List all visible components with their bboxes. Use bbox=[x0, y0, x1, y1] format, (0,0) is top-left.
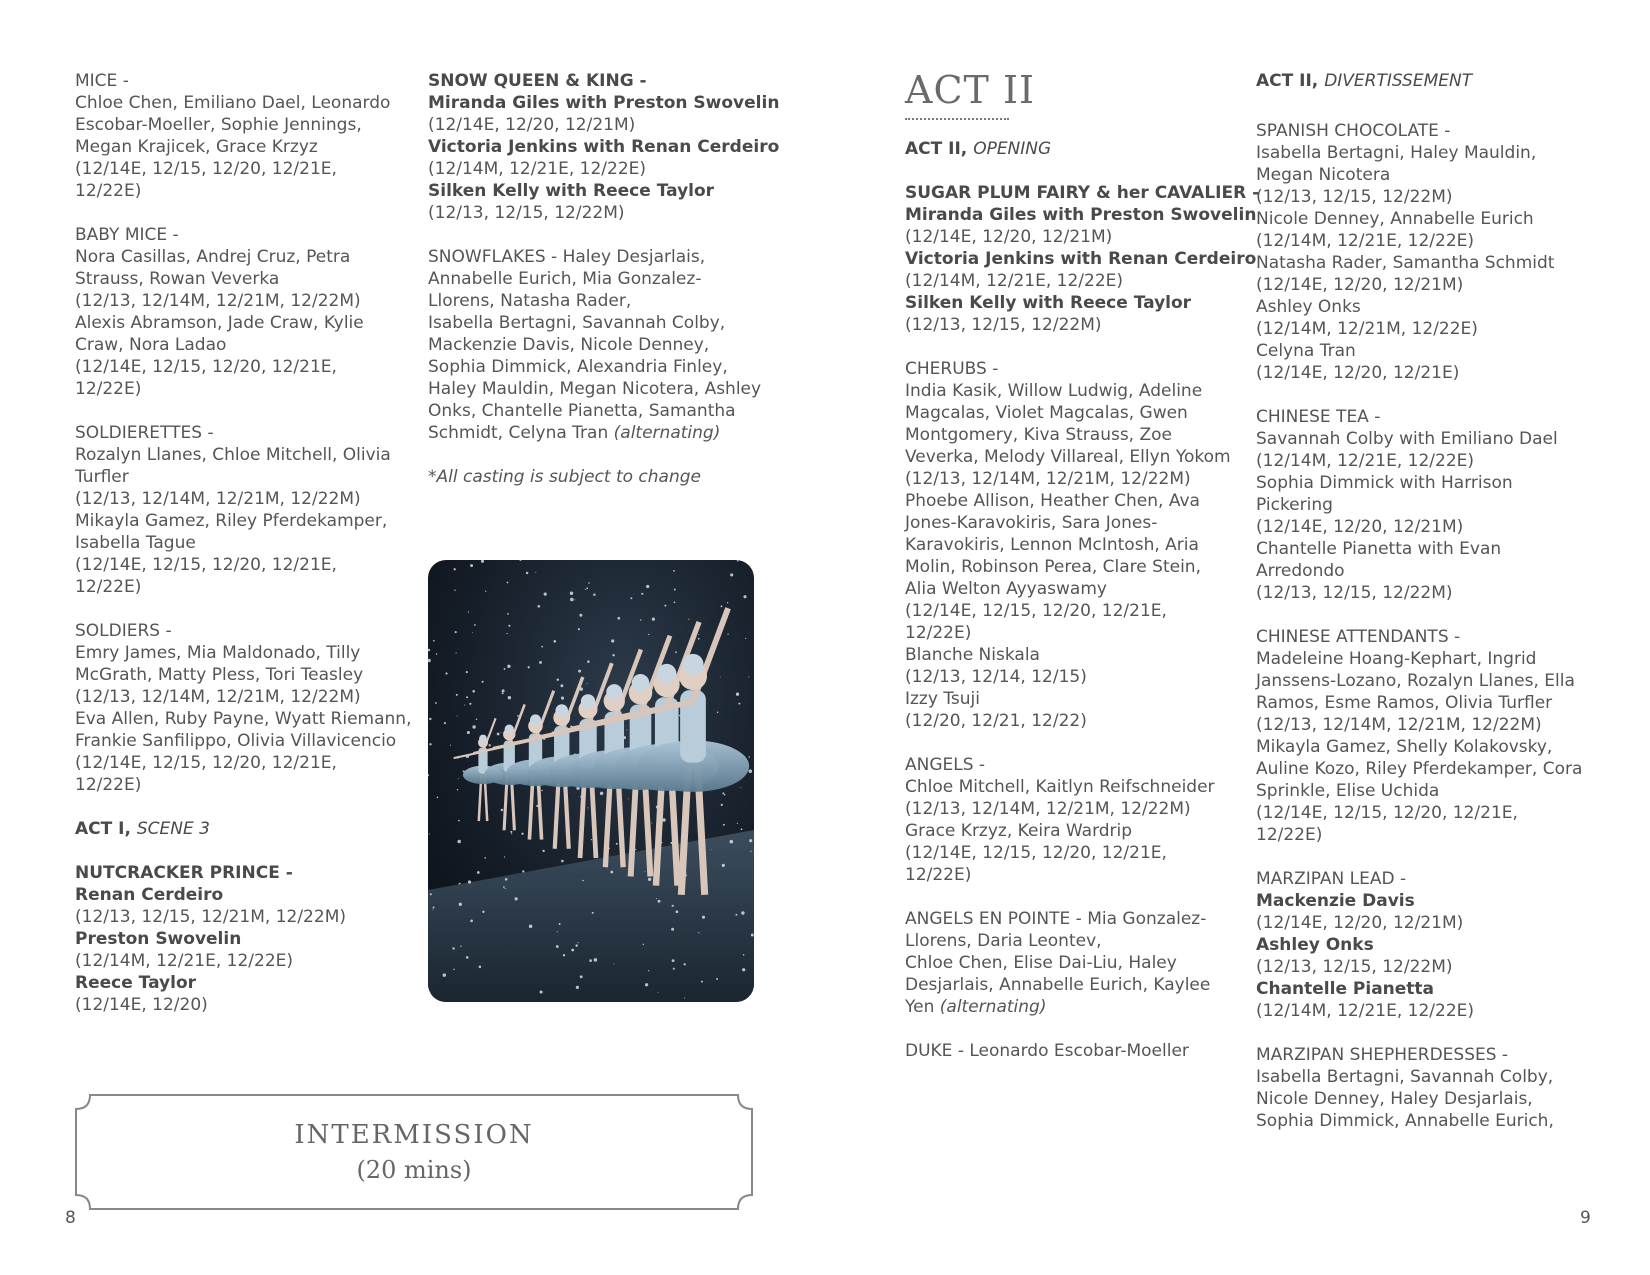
left-column-1 bbox=[75, 70, 412, 1038]
text-line: Grace Krzyz, Keira Wardrip bbox=[905, 821, 1133, 841]
text-line: Magcalas, Violet Magcalas, Gwen bbox=[905, 403, 1188, 423]
text-line: (12/14M, 12/21E, 12/22E) bbox=[1256, 231, 1475, 251]
text-line: Isabella Bertagni, Savannah Colby, bbox=[1256, 1067, 1554, 1087]
performance-dates: (12/13, 12/15, 12/22M) bbox=[428, 203, 625, 223]
text-line: Onks, Chantelle Pianetta, Samantha bbox=[428, 401, 736, 421]
act-label: ACT II, bbox=[1256, 71, 1319, 91]
text-line: (12/14E, 12/15, 12/20, 12/21E, bbox=[1256, 803, 1518, 823]
text-line: McGrath, Matty Pless, Tori Teasley bbox=[75, 665, 364, 685]
text-line: Montgomery, Kiva Strauss, Zoe bbox=[905, 425, 1172, 445]
cherubs-section bbox=[905, 358, 1240, 732]
text-line: Chantelle Pianetta with Evan bbox=[1256, 539, 1502, 559]
text-line: Llorens, Daria Leontev, bbox=[905, 931, 1102, 951]
text-line: Nicole Denney, Haley Desjarlais, bbox=[1256, 1089, 1533, 1109]
snowflakes-section bbox=[428, 246, 773, 444]
section-heading: SOLDIERS - bbox=[75, 621, 172, 641]
alternating-note: (alternating) bbox=[939, 997, 1047, 1017]
text-line: Sophia Dimmick with Harrison bbox=[1256, 473, 1513, 493]
text-line: Llorens, Natasha Rader, bbox=[428, 291, 632, 311]
performance-dates: (12/13, 12/15, 12/21M, 12/22M) bbox=[75, 907, 346, 927]
text-line: (12/13, 12/14M, 12/21M, 12/22M) bbox=[75, 687, 361, 707]
act-title: ACT II bbox=[905, 68, 1035, 112]
section-heading: CHINESE TEA - bbox=[1256, 407, 1381, 427]
text-line: Phoebe Allison, Heather Chen, Ava bbox=[905, 491, 1200, 511]
text-line: 12/22E) bbox=[75, 577, 142, 597]
angels-section bbox=[905, 754, 1240, 886]
text-line: Savannah Colby with Emiliano Dael bbox=[1256, 429, 1558, 449]
text-line: Auline Kozo, Riley Pferdekamper, Cora bbox=[1256, 759, 1583, 779]
text-line: Mackenzie Davis, Nicole Denney, bbox=[428, 335, 710, 355]
right-column-2 bbox=[1256, 70, 1601, 1154]
performance-dates: (12/14E, 12/20, 12/21M) bbox=[905, 227, 1113, 247]
performance-dates: (12/14E, 12/20) bbox=[75, 995, 208, 1015]
snowflakes-dancers-photo bbox=[428, 560, 754, 1002]
text-line: Chloe Mitchell, Kaitlyn Reifschneider bbox=[905, 777, 1215, 797]
section-heading: SUGAR PLUM FAIRY & her CAVALIER - bbox=[905, 183, 1260, 203]
text-line: Blanche Niskala bbox=[905, 645, 1040, 665]
chinese-tea-section bbox=[1256, 406, 1601, 604]
text-line: Annabelle Eurich, Mia Gonzalez- bbox=[428, 269, 702, 289]
right-column-1 bbox=[905, 68, 1260, 1062]
spanish-chocolate-section bbox=[1256, 120, 1601, 384]
text-line: Mikayla Gamez, Shelly Kolakovsky, bbox=[1256, 737, 1553, 757]
text-line: Molin, Robinson Perea, Clare Stein, bbox=[905, 557, 1201, 577]
casting-note: *All casting is subject to change bbox=[428, 467, 701, 487]
chinese-attendants-section bbox=[1256, 626, 1601, 846]
scene-label: DIVERTISSEMENT bbox=[1324, 71, 1473, 91]
cast-name: Reece Taylor bbox=[75, 973, 197, 993]
text-line: Isabella Tague bbox=[75, 533, 196, 553]
text-line: Rozalyn Llanes, Chloe Mitchell, Olivia bbox=[75, 445, 391, 465]
text-line: Veverka, Melody Villareal, Ellyn Yokom bbox=[905, 447, 1231, 467]
text-line: 12/22E) bbox=[1256, 825, 1323, 845]
text-line: Escobar-Moeller, Sophie Jennings, bbox=[75, 115, 362, 135]
text-line: Isabella Bertagni, Haley Mauldin, bbox=[1256, 143, 1537, 163]
text-line: Celyna Tran bbox=[1256, 341, 1356, 361]
section-heading: SPANISH CHOCOLATE - bbox=[1256, 121, 1451, 141]
cast-name: Miranda Giles with Preston Swovelin bbox=[905, 205, 1257, 225]
text-line: Pickering bbox=[1256, 495, 1333, 515]
text-line: Janssens-Lozano, Rozalyn Llanes, Ella bbox=[1256, 671, 1575, 691]
cast-name: Preston Swovelin bbox=[75, 929, 242, 949]
section-heading: MARZIPAN SHEPHERDESSES - bbox=[1256, 1045, 1509, 1065]
text-line: Nicole Denney, Annabelle Eurich bbox=[1256, 209, 1534, 229]
text-line: Mikayla Gamez, Riley Pferdekamper, bbox=[75, 511, 388, 531]
cast-name: Miranda Giles with Preston Swovelin bbox=[428, 93, 780, 113]
text-line: Chloe Chen, Emiliano Dael, Leonardo bbox=[75, 93, 391, 113]
section-heading: MARZIPAN LEAD - bbox=[1256, 869, 1407, 889]
text-line: Ashley Onks bbox=[1256, 297, 1361, 317]
text-line: 12/22E) bbox=[75, 775, 142, 795]
scene-label: OPENING bbox=[973, 139, 1052, 159]
soldierettes-section bbox=[75, 422, 405, 598]
text-line: (12/13, 12/14M, 12/21M, 12/22M) bbox=[1256, 715, 1542, 735]
text-line: (12/14E, 12/20, 12/21M) bbox=[1256, 275, 1464, 295]
text-line: (12/14E, 12/15, 12/20, 12/21E, bbox=[75, 159, 337, 179]
text-line: Turfler bbox=[75, 467, 129, 487]
sugar-plum-section bbox=[905, 182, 1260, 336]
text-line: Izzy Tsuji bbox=[905, 689, 980, 709]
text-line: (12/14E, 12/15, 12/20, 12/21E, bbox=[75, 753, 337, 773]
text-line: Sophia Dimmick, Alexandria Finley, bbox=[428, 357, 728, 377]
performance-dates: (12/14M, 12/21E, 12/22E) bbox=[428, 159, 647, 179]
alternating-note: (alternating) bbox=[613, 423, 721, 443]
text-line: Sprinkle, Elise Uchida bbox=[1256, 781, 1440, 801]
text-line: (12/13, 12/14M, 12/21M, 12/22M) bbox=[75, 291, 361, 311]
performance-dates: (12/13, 12/15, 12/22M) bbox=[1256, 957, 1453, 977]
text-line: (12/13, 12/14, 12/15) bbox=[905, 667, 1087, 687]
text-line: Chloe Chen, Elise Dai-Liu, Haley bbox=[905, 953, 1177, 973]
text-line: 12/22E) bbox=[75, 181, 142, 201]
text-line: ANGELS EN POINTE - Mia Gonzalez- bbox=[905, 909, 1207, 929]
cast-name: Victoria Jenkins with Renan Cerdeiro bbox=[905, 249, 1257, 269]
text-line: Eva Allen, Ruby Payne, Wyatt Riemann, bbox=[75, 709, 412, 729]
text-line: (12/13, 12/14M, 12/21M, 12/22M) bbox=[905, 469, 1191, 489]
act-label: ACT II, bbox=[905, 139, 968, 159]
text-line: Arredondo bbox=[1256, 561, 1345, 581]
text-line: 12/22E) bbox=[75, 379, 142, 399]
text-line: (12/13, 12/14M, 12/21M, 12/22M) bbox=[905, 799, 1191, 819]
text-line: Nora Casillas, Andrej Cruz, Petra bbox=[75, 247, 351, 267]
angels-last-line bbox=[905, 996, 1240, 1018]
page-number-right: 9 bbox=[1580, 1208, 1591, 1228]
cast-name: Renan Cerdeiro bbox=[75, 885, 224, 905]
text-line: 12/22E) bbox=[905, 865, 972, 885]
section-heading: CHINESE ATTENDANTS - bbox=[1256, 627, 1461, 647]
text-line: Frankie Sanfilippo, Olivia Villavicencio bbox=[75, 731, 397, 751]
intermission-title: INTERMISSION bbox=[294, 1120, 534, 1150]
text-line: Sophia Dimmick, Annabelle Eurich, bbox=[1256, 1111, 1554, 1131]
text-line: (12/13, 12/14M, 12/21M, 12/22M) bbox=[75, 489, 361, 509]
text-line: (12/14E, 12/15, 12/20, 12/21E, bbox=[75, 357, 337, 377]
duke-line: DUKE - Leonardo Escobar-Moeller bbox=[905, 1041, 1189, 1061]
performance-dates: (12/14M, 12/21E, 12/22E) bbox=[1256, 1001, 1475, 1021]
cast-name: Silken Kelly with Reece Taylor bbox=[905, 293, 1192, 313]
page-number-left: 8 bbox=[65, 1208, 76, 1228]
scene-label: SCENE 3 bbox=[136, 819, 210, 839]
text-line: Madeleine Hoang-Kephart, Ingrid bbox=[1256, 649, 1537, 669]
left-column-2 bbox=[428, 70, 780, 488]
marzipan-shepherdesses-section bbox=[1256, 1044, 1601, 1132]
act1-scene3-heading bbox=[75, 818, 405, 840]
text-line: (12/13, 12/15, 12/22M) bbox=[1256, 583, 1453, 603]
nutcracker-prince-section bbox=[75, 862, 405, 1016]
text-line: Ramos, Esme Ramos, Olivia Turfler bbox=[1256, 693, 1553, 713]
section-heading: SNOW QUEEN & KING - bbox=[428, 71, 647, 91]
cast-name: Ashley Onks bbox=[1256, 935, 1374, 955]
divertissement-heading bbox=[1256, 70, 1601, 92]
text-line: Emry James, Mia Maldonado, Tilly bbox=[75, 643, 361, 663]
intermission-duration: (20 mins) bbox=[356, 1156, 472, 1184]
cast-names: Schmidt, Celyna Tran bbox=[428, 423, 609, 443]
text-line: India Kasik, Willow Ludwig, Adeline bbox=[905, 381, 1203, 401]
cast-name: Silken Kelly with Reece Taylor bbox=[428, 181, 715, 201]
text-line: (12/14E, 12/15, 12/20, 12/21E, bbox=[905, 843, 1167, 863]
performance-dates: (12/14E, 12/20, 12/21M) bbox=[428, 115, 636, 135]
text-line: (12/14M, 12/21E, 12/22E) bbox=[1256, 451, 1475, 471]
performance-dates: (12/14M, 12/21E, 12/22E) bbox=[75, 951, 294, 971]
text-line: Megan Nicotera bbox=[1256, 165, 1391, 185]
text-line: Alia Welton Ayyaswamy bbox=[905, 579, 1107, 599]
text-line: Desjarlais, Annabelle Eurich, Kaylee bbox=[905, 975, 1211, 995]
text-line: Alexis Abramson, Jade Craw, Kylie bbox=[75, 313, 364, 333]
text-line: (12/20, 12/21, 12/22) bbox=[905, 711, 1087, 731]
text-line: (12/14E, 12/15, 12/20, 12/21E, bbox=[75, 555, 337, 575]
section-heading: BABY MICE - bbox=[75, 225, 179, 245]
cast-names: Yen bbox=[905, 997, 935, 1017]
text-line: (12/14E, 12/20, 12/21E) bbox=[1256, 363, 1460, 383]
text-line: Megan Krajicek, Grace Krzyz bbox=[75, 137, 318, 157]
text-line: 12/22E) bbox=[905, 623, 972, 643]
performance-dates: (12/14M, 12/21E, 12/22E) bbox=[905, 271, 1124, 291]
text-line: (12/14E, 12/20, 12/21M) bbox=[1256, 517, 1464, 537]
mice-section bbox=[75, 70, 405, 202]
performance-dates: (12/13, 12/15, 12/22M) bbox=[905, 315, 1102, 335]
text-line: SNOWFLAKES - Haley Desjarlais, bbox=[428, 247, 706, 267]
section-heading: SOLDIERETTES - bbox=[75, 423, 214, 443]
soldiers-section bbox=[75, 620, 412, 796]
section-heading: CHERUBS - bbox=[905, 359, 999, 379]
text-line: (12/14M, 12/21M, 12/22E) bbox=[1256, 319, 1478, 339]
snowflakes-last-line bbox=[428, 422, 773, 444]
baby-mice-section bbox=[75, 224, 405, 400]
dotted-divider bbox=[905, 118, 1009, 120]
text-line: Strauss, Rowan Veverka bbox=[75, 269, 280, 289]
performance-dates: (12/14E, 12/20, 12/21M) bbox=[1256, 913, 1464, 933]
cast-name: Mackenzie Davis bbox=[1256, 891, 1415, 911]
snow-queen-king-section bbox=[428, 70, 780, 224]
act2-opening-heading bbox=[905, 138, 1240, 160]
text-line: Isabella Bertagni, Savannah Colby, bbox=[428, 313, 726, 333]
angels-en-pointe-section bbox=[905, 908, 1240, 1018]
act-label: ACT I, bbox=[75, 819, 131, 839]
section-heading: ANGELS - bbox=[905, 755, 986, 775]
text-line: (12/14E, 12/15, 12/20, 12/21E, bbox=[905, 601, 1167, 621]
cast-name: Victoria Jenkins with Renan Cerdeiro bbox=[428, 137, 780, 157]
intermission-frame bbox=[74, 1093, 754, 1211]
text-line: Jones-Karavokiris, Sara Jones- bbox=[905, 513, 1158, 533]
marzipan-lead-section bbox=[1256, 868, 1601, 1022]
text-line: Karavokiris, Lennon McIntosh, Aria bbox=[905, 535, 1199, 555]
text-line: (12/13, 12/15, 12/22M) bbox=[1256, 187, 1453, 207]
text-line: Craw, Nora Ladao bbox=[75, 335, 227, 355]
text-line: Natasha Rader, Samantha Schmidt bbox=[1256, 253, 1555, 273]
text-line: Haley Mauldin, Megan Nicotera, Ashley bbox=[428, 379, 762, 399]
section-heading: NUTCRACKER PRINCE - bbox=[75, 863, 293, 883]
ballet-dancers-image bbox=[428, 560, 754, 1002]
cast-name: Chantelle Pianetta bbox=[1256, 979, 1435, 999]
section-heading: MICE - bbox=[75, 71, 129, 91]
intermission-box bbox=[74, 1093, 754, 1211]
